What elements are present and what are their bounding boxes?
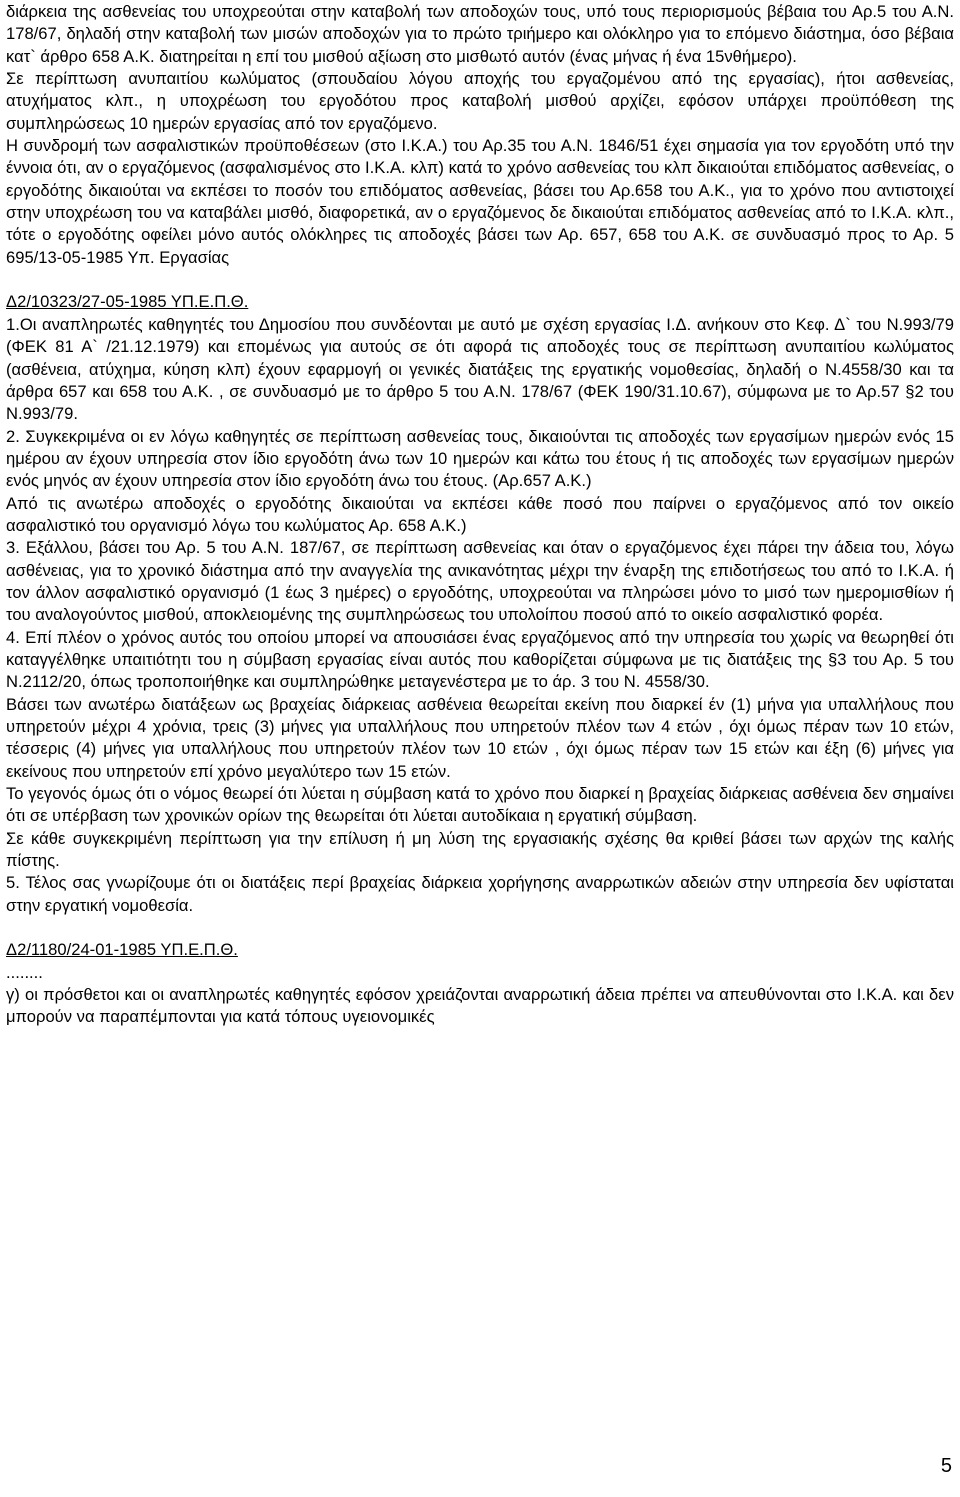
paragraph-point-c: γ) οι πρόσθετοι και οι αναπληρωτές καθηγητές εφόσον χρειάζονται αναρρωτική άδεια πρέπει να απευθύνονται στο Ι.Κ.Α. και δεν μπορούν να παραπέμπονται για κατά τόπους υγειονομικές <box>6 985 954 1027</box>
paragraph-short-illness-definition: Βάσει των ανωτέρω διατάξεων ως βραχείας διάρκειας ασθένεια θεωρείται εκείνη που διαρκεί έν (1) μήνα για υπαλλήλους που υπηρετούν μέχρι 4 χρόνια, τρεις (3) μήνες για υπαλλήλους που υπηρετούν πλέον των 4 ετών , όχι όμως πέραν των 10 ετών, τέσσερις (4) μήνες για υπαλλήλους που υπηρετούν πλέον των 10 ετών , όχι όμως πέραν των 15 ετών και έξη (6) μήνες για εκείνους που υπηρετούν επί χρόνο μεγαλύτερο των 15 ετών. <box>6 694 954 781</box>
reference-heading-1: Δ2/10323/27-05-1985 ΥΠ.Ε.Π.Θ. <box>6 292 249 312</box>
paragraph-point-3: 3. Εξάλλου, βάσει του Αρ. 5 του Α.Ν. 187/67, σε περίπτωση ασθενείας και όταν ο εργαζόμενος έχει πάρει την άδεια του, λόγω ασθένειας, για το χρονικό διάστημα από την αναγγελία της ανικανότητας μέχρι την έναρξη της επιδοτήσεως του από το Ι.Κ.Α. ή τον άλλον ασφαλιστικό οργανισμό (1 έως 3 ημέρες) ο εργοδότης, υποχρεούται να πληρώσει μόνο το μισό των ημερομισθίων ή του αναλογούντος μισθού, αποκλειομένης της συμπληρώσεως του υπολοίπου ποσού από το οικείο ασφαλιστικό φορέα. <box>6 538 954 625</box>
paragraph-point-2: 2. Συγκεκριμένα οι εν λόγω καθηγητές σε περίπτωση ασθενείας τους, δικαιούνται τις αποδοχές των εργασίμων ημερών ενός 15 ημέρου αν έχουν υπηρεσία στον ίδιο εργοδότη άνω των 10 ημερών και κάτω του έτους ή τις αποδοχές των εργασίμων ημερών ενός μηνός αν έχουν υπηρεσία στον ίδιο εργοδότη άνω του έτους. (Αρ.657 Α.Κ.) <box>6 426 954 491</box>
page-number: 5 <box>940 1455 952 1477</box>
paragraph-continuation: διάρκεια της ασθενείας του υποχρεούται στην καταβολή των αποδοχών τους, υπό τους περιορισμούς βέβαια του Αρ.5 του Α.Ν. 178/67, δηλαδή στην καταβολή των μισών αποδοχών για το πρώτο τριήμερο και ολόκληρο για το επόμενο διάστημα, όσο βέβαια κατ` άρθρο 658 Α.Κ. διατηρείται η επί του μισθού αξίωση στο μισθωτό αυτόν (ένας μήνας ή ένα 15νθήμερο). <box>6 2 954 66</box>
paragraph-point-5: 5. Τέλος σας γνωρίζουμε ότι οι διατάξεις περί βραχείας διάρκεια χορήγησης αναρρωτικών αδειών στην υπηρεσία δεν υφίσταται στην εργατική νομοθεσία. <box>6 873 954 915</box>
paragraph-point-1: 1.Οι αναπληρωτές καθηγητές του Δημοσίου που συνδέονται με αυτό με σχέση εργασίας Ι.Δ. ανήκουν στο Κεφ. Δ` του Ν.993/79 (ΦΕΚ 81 Α` /21.12.1979) και επομένως για αυτούς σε ότι αφορά τις αποδοχές τους σε περίπτωση ανυπαιτίου κωλύματος (ασθένεια, ατύχημα, κύηση κλπ) έχουν εφαρμογή οι γενικές διατάξεις της εργατικής νομοθεσίας, δηλαδή ο Ν.4558/30 και τα άρθρα 657 και 658 του Α.Κ. , σε συνδυασμό με το άρθρο 5 του Α.Ν. 178/67 (ΦΕΚ 190/31.10.67), σύμφωνα με το Αρ.57 §2 του Ν.993/79. <box>6 314 954 424</box>
reference-heading-2: Δ2/1180/24-01-1985 ΥΠ.Ε.Π.Θ. <box>6 940 238 960</box>
ellipsis-line: ........ <box>6 962 43 982</box>
paragraph-good-faith: Σε κάθε συγκεκριμένη περίπτωση για την επίλυση ή μη λύση της εργασιακής σχέσης θα κριθεί βάσει των αρχών της καλής πίστης. <box>6 828 954 871</box>
paragraph-point-4: 4. Επί πλέον ο χρόνος αυτός του οποίου μπορεί να απουσιάσει ένας εργαζόμενος από την υπηρεσία του χωρίς να θεωρηθεί ότι καταγγέλθηκε υπαιτιότητι του η σύμβαση εργασίας είναι αυτός που καθορίζεται σύμφωνα με τις διατάξεις της §3 του Αρ. 5 του Ν.2112/20, όπως τροποποιήθηκε και συμπληρώθηκε μεταγενέστερα με το άρ. 3 του Ν. 4558/30. <box>6 627 954 692</box>
paragraph-insurance-conditions: Η συνδρομή των ασφαλιστικών προϋποθέσεων (στο Ι.Κ.Α.) του Αρ.35 του Α.Ν. 1846/51 έχει σημασία για τον εργοδότη υπό την έννοια ότι, αν ο εργαζόμενος (ασφαλισμένος στο Ι.Κ.Α. κλπ) κατά το χρόνο ασθενείας του κλπ δικαιούται επιδόματος ασθενείας, ο εργοδότης δικαιούται να εκπέσει το ποσόν του επιδόματος ασθενείας, βάσει του Αρ.658 του Α.Κ., για το χρόνο που αντιστοιχεί στην υποχρέωση του να καταβάλει μισθό, διαφορετικά, αν ο εργαζόμενος δε δικαιούται επιδόματος ασθενείας από το Ι.Κ.Α. κλπ., τότε ο εργοδότης οφείλει μόνο αυτός ολόκληρες τις αποδοχές βάσει των Αρ. 657, 658 του Α.Κ. σε συνδυασμό προς το Αρ. 5 695/13-05-1985 Υπ. Εργασίας <box>6 136 954 267</box>
document-body <box>6 1 954 1029</box>
paragraph-unexcused-absence: Σε περίπτωση ανυπαιτίου κωλύματος (σπουδαίου λόγου αποχής του εργαζομένου από της εργασίας), ήτοι ασθενείας, ατυχήματος κλπ., η υποχρέωση του εργοδότου προς καταβολή μισθού αρχίζει, εφόσον υπάρχει προϋπόθεση της συμπληρώσεως 10 ημερών εργασίας από τον εργαζόμενο. <box>6 69 954 133</box>
paragraph-contract-not-dissolved: Το γεγονός όμως ότι ο νόμος θεωρεί ότι λύεται η σύμβαση κατά το χρόνο που διαρκεί η βραχείας διάρκειας ασθένεια δεν σημαίνει ότι σε υπέρβαση των χρονικών ορίων της θεωρείται ότι λύεται αυτοδίκαια η εργατική σύμβαση. <box>6 784 954 826</box>
paragraph-deduction: Από τις ανωτέρω αποδοχές ο εργοδότης δικαιούται να εκπέσει κάθε ποσό που παίρνει ο εργαζόμενος από τον οικείο ασφαλιστικό του οργανισμό λόγω του κωλύματος Αρ. 658 Α.Κ.) <box>6 493 954 535</box>
